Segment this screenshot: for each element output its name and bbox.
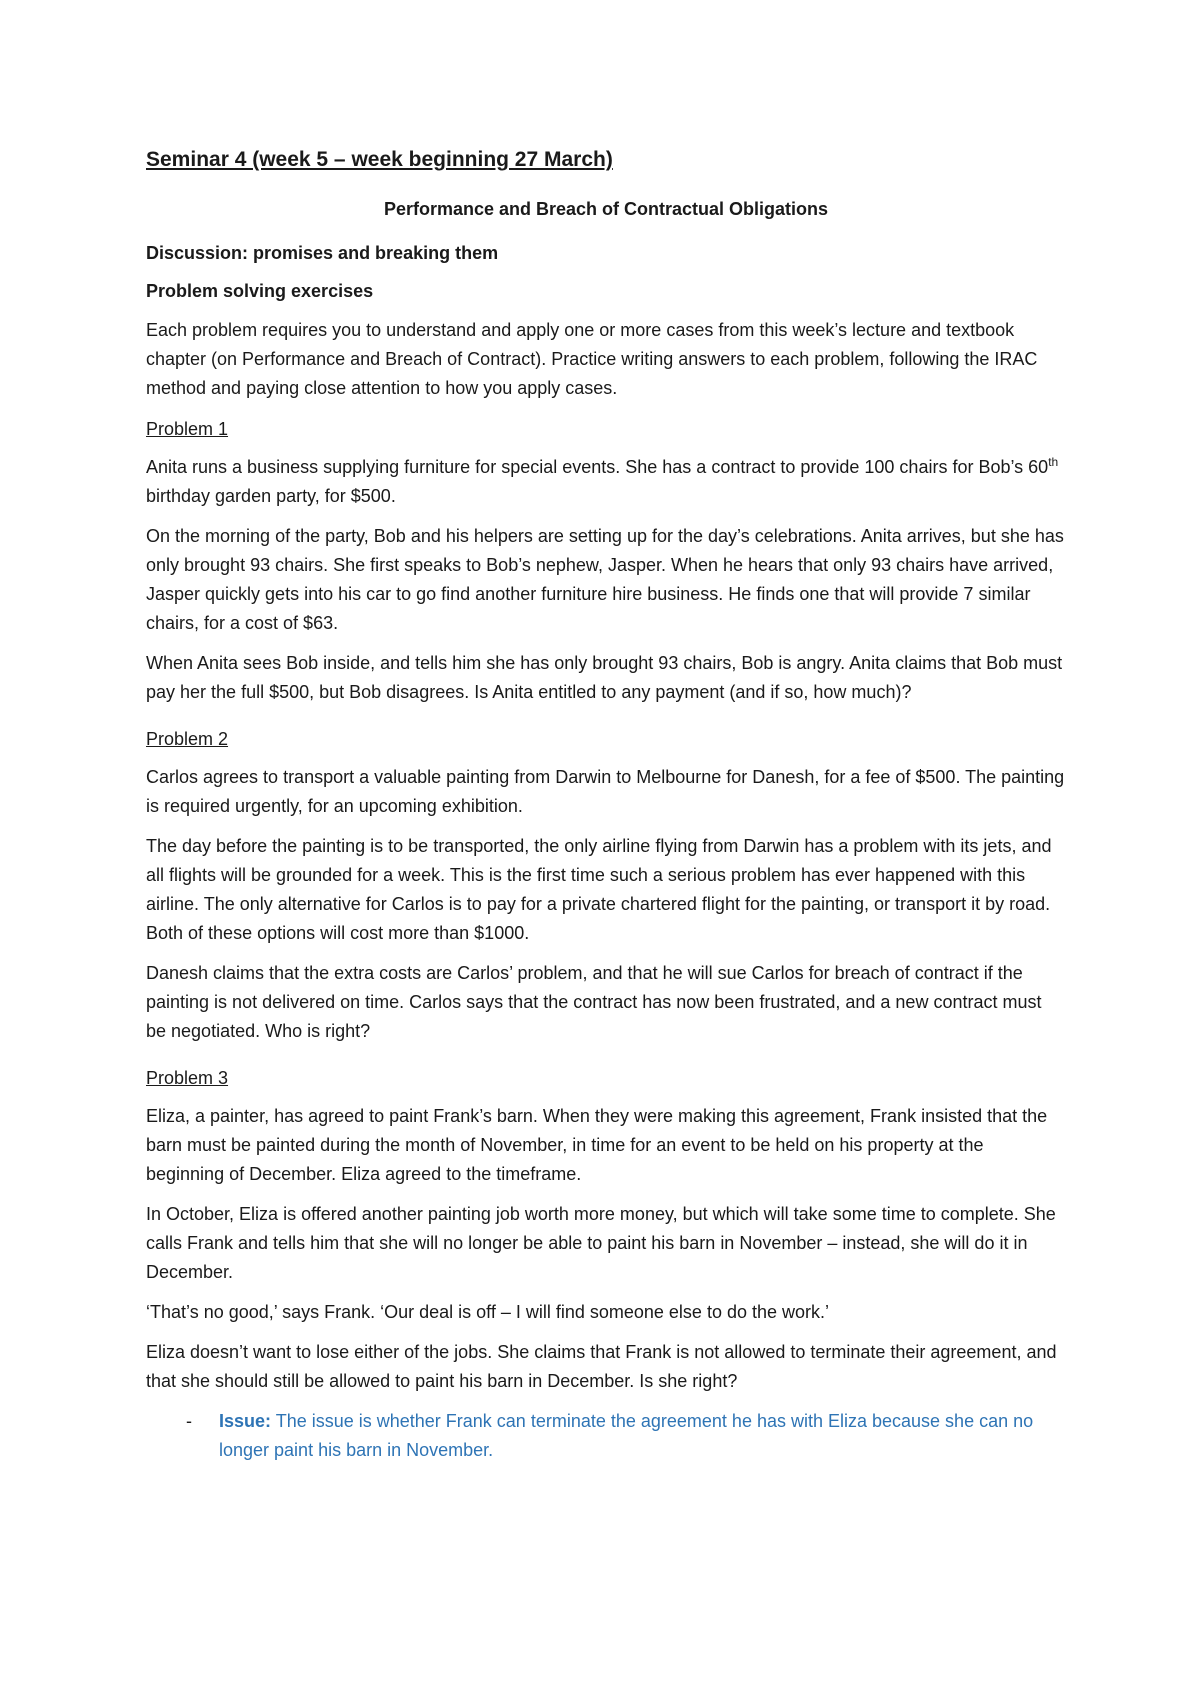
answer-list [146, 1407, 1066, 1465]
list-dash: - [186, 1411, 192, 1431]
problem-3-paragraph-4: Eliza doesn’t want to lose either of the jobs. She claims that Frank is not allowed to terminate their agreement, and that she should still be allowed to paint his barn in December. Is she right? [146, 1342, 1057, 1391]
problem-1-text-a: Anita runs a business supplying furniture for special events. She has a contract to provide 100 chairs for Bob’s 60 [146, 457, 1049, 477]
issue-answer [146, 1407, 1066, 1465]
problem-3-paragraph-1: Eliza, a painter, has agreed to paint Frank’s barn. When they were making this agreement, Frank insisted that the barn must be painted during the month of November, in time for an event to be held on his property at the beginning of December. Eliza agreed to the timeframe. [146, 1106, 1048, 1184]
problem-3-paragraph-3: ‘That’s no good,’ says Frank. ‘Our deal is off – I will find someone else to do the work.’ [146, 1302, 830, 1322]
problem-1-paragraph-1 [146, 453, 1066, 511]
document-page [146, 146, 1066, 1465]
problem-1-text-b: birthday garden party, for $500. [146, 486, 396, 506]
problem-1-heading: Problem 1 [146, 419, 229, 439]
problem-2-paragraph-2: The day before the painting is to be transported, the only airline flying from Darwin has a problem with its jets, and all flights will be grounded for a week. This is the first time such a serious problem has ever happened with this airline. The only alternative for Carlos is to pay for a private chartered flight for the painting, or transport it by road. Both of these options will cost more than $1000. [146, 836, 1052, 943]
seminar-title: Seminar 4 (week 5 – week beginning 27 March) [146, 148, 613, 171]
problem-3-heading: Problem 3 [146, 1068, 229, 1088]
exercises-heading: Problem solving exercises [146, 281, 374, 301]
issue-text: The issue is whether Frank can terminate the agreement he has with Eliza because she can no longer paint his barn in November. [219, 1411, 1034, 1460]
issue-label: Issue: [219, 1411, 272, 1431]
discussion-heading: Discussion: promises and breaking them [146, 243, 499, 263]
problem-3-paragraph-2: In October, Eliza is offered another painting job worth more money, but which will take some time to complete. She calls Frank and tells him that she will no longer be able to paint his barn in November – instead, she will do it in December. [146, 1204, 1056, 1282]
topic-subtitle: Performance and Breach of Contractual Obligations [383, 199, 829, 219]
problem-2-paragraph-1: Carlos agrees to transport a valuable painting from Darwin to Melbourne for Danesh, for a fee of $500. The painting is required urgently, for an upcoming exhibition. [146, 767, 1065, 816]
ordinal-suffix: th [1048, 455, 1059, 469]
problem-2-paragraph-3: Danesh claims that the extra costs are Carlos’ problem, and that he will sue Carlos for breach of contract if the painting is not delivered on time. Carlos says that the contract has now been frustrated, and a new contract must be negotiated. Who is right? [146, 963, 1042, 1041]
problem-1-paragraph-2: On the morning of the party, Bob and his helpers are setting up for the day’s celebrations. Anita arrives, but she has only brought 93 chairs. She first speaks to Bob’s nephew, Jasper. When he hears that only 93 chairs have arrived, Jasper quickly gets into his car to go find another furniture hire business. He finds one that will provide 7 similar chairs, for a cost of $63. [146, 526, 1064, 633]
problem-2-heading: Problem 2 [146, 729, 229, 749]
problem-1-paragraph-3: When Anita sees Bob inside, and tells him she has only brought 93 chairs, Bob is angry. Anita claims that Bob must pay her the full $500, but Bob disagrees. Is Anita entitled to any payment (and if so, how much)? [146, 653, 1063, 702]
intro-paragraph: Each problem requires you to understand and apply one or more cases from this week’s lecture and textbook chapter (on Performance and Breach of Contract). Practice writing answers to each problem, following the IRAC method and paying close attention to how you apply cases. [146, 320, 1038, 398]
